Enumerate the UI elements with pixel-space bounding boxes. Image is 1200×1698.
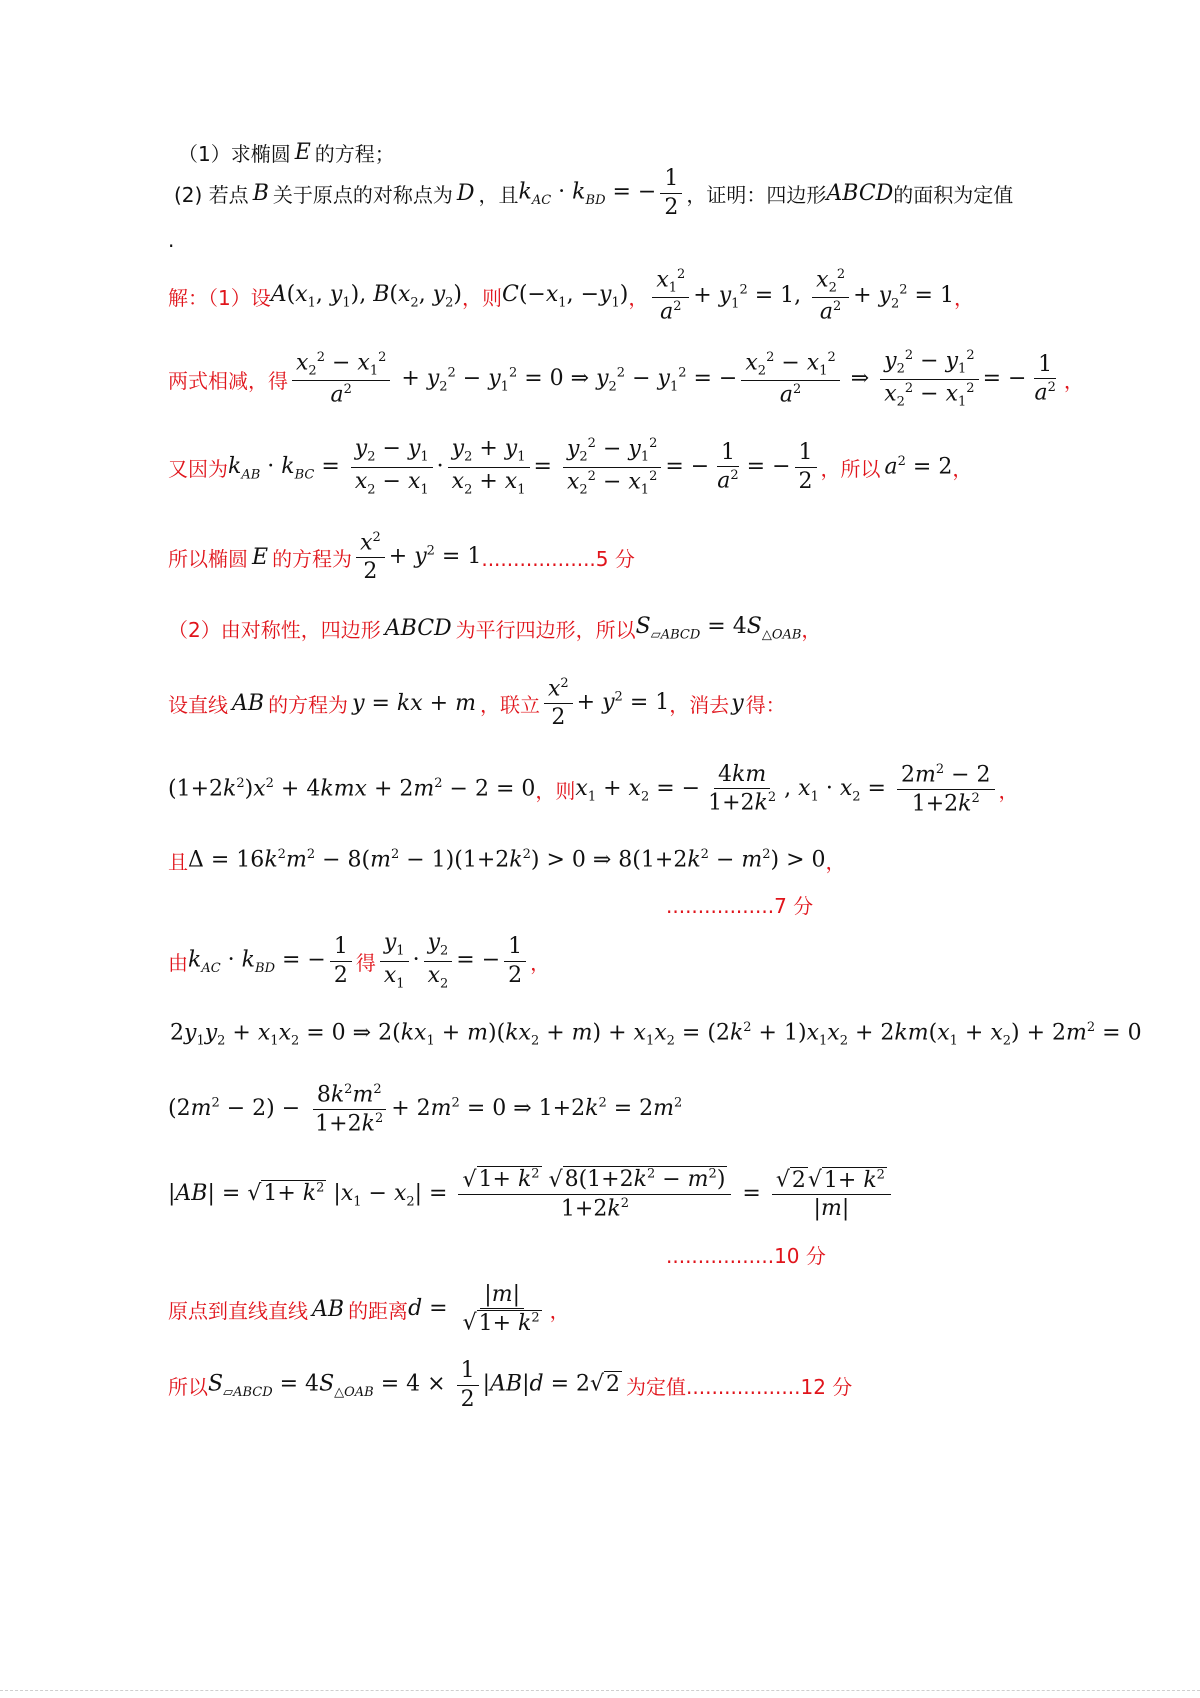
q1-tail: 的方程； [314,142,395,166]
part2-quadratic: $(1+2k^2)x^2 + 4kmx + 2m^2 - 2 = 0$ ，则 $x_1 + x_2$ = − $\frac{4km}{1+2k^2}$ , $x_1 \cdot x_2$ = $\frac{2m^2 - 2}{1+2k^2}$ ， [168,762,1019,816]
score-5: ..................5 分 [481,546,635,571]
q1-var-E: E [294,140,311,165]
solution-line-1: 解：（1）设 $A(x_1$, $y_1$), $B(x_2$, $y_2$) ，则 $C(-x_1$, $-y_1$) ， $\frac{x_1^2}{a^2}$ + $y_1^2 = 1$, $\frac{x_2^2}{a^2}$ + $y_2^2 = 1$ ， [168,267,974,325]
solution-line-4: 所以椭圆 E 的方程为 $\frac{x^2}{2}$ + $y^2 = 1$ ..................5 分 [168,530,635,584]
score-7: .................7 分 [666,894,814,918]
sol-a-squared: $a^2 = 2$ [884,454,953,480]
part2-chord-length: $|AB| = √1+ k^2$ $|x_1 - x_2|$ = $\frac{√1+ k^2 √8(1+2k^2 - m^2)}{1+2k^2}$ = $\frac{√2√1+ k^2}{|m|}$ [168,1162,895,1226]
part2-slope-cond: 由 $k_{AC} \cdot k_{BD}$ = − $\frac{1}{2}$ 得 $\frac{y_1}{x_1}$ · $\frac{y_2}{x_2}$ = − $\frac{1}{2}$ ， [168,930,551,991]
q2-trailing-dot: . [168,228,175,252]
sol-points-AB: $A(x_1$, $y_1$), $B(x_2$, $y_2$) [270,281,462,311]
sol-ellipse-final: $\frac{x^2}{2}$ + $y^2 = 1$ [352,531,481,583]
part2-expansion: $2y_1y_2 + x_1x_2 = 0$ ⇒ $2(kx_1 + m)(kx_2 + m) + x_1x_2 = (2k^2 + 1)x_1x_2 + 2km(x_1 + x_2) + 2m^2 = 0$ [170,1019,1142,1049]
q2-text-e: 的面积为定值 [893,182,1014,207]
q2-text-b: 关于原点的对称点为 [272,182,453,207]
question-1 [178,138,395,167]
sol-point-C: $C(-x_1$, $-y_1$) [502,281,629,311]
discriminant-eq: $\Delta = 16k^2m^2 - 8(m^2 - 1)(1+2k^2) > 0$ ⇒ $8(1+2k^2 - m^2) > 0$ [188,847,826,873]
question-2 [174,166,1013,220]
solution-line-2: 两式相减，得 $\frac{x_2^2 - x_1^2}{a^2}$ + $y_2^2 - y_1^2 = 0$ ⇒ $y_2^2 - y_1^2$ = − $\frac{x_2^2 - x_1^2}{a^2}$ ⇒ $\frac{y_2^2 - y_1^2}{x_2^2 - x_1^2}$ = − $\frac{1}{a^2}$ ， [168,348,1084,410]
solution-line-3: 又因为 $k_{AB} \cdot k_{BC}$ = $\frac{y_2 - y_1}{x_2 - x_1}$ · $\frac{y_2 + y_1}{x_2 + x_1}$ = $\frac{y_2^2 - y_1^2}{x_2^2 - x_1^2}$ = − $\frac{1}{a^2}$ = − $\frac{1}{2}$ ，所以 $a^2 = 2$ ， [168,436,973,498]
part2-line-1: （2）由对称性，四边形 ABCD 为平行四边形，所以 $S_{▱ABCD} = 4S_{\triangle OAB}$ ， [168,613,822,643]
area-relation: $S_{▱ABCD} = 4S_{\triangle OAB}$ [635,613,802,643]
q2-slope-condition: $k_{AC} \cdot k_{BD}$ = − $\frac{1}{2}$ [519,167,687,218]
quadratic-eq: $(1+2k^2)x^2 + 4kmx + 2m^2 - 2 = 0$ [168,776,536,802]
page-bottom-divider [0,1690,1200,1691]
q2-var-ABCD: ABCD [826,180,894,206]
q2-text-c: ，且 [478,182,519,207]
sol-ellipse-eq: $\frac{x_1^2}{a^2}$ + $y_1^2 = 1$, $\frac{x_2^2}{a^2}$ + $y_2^2 = 1$ [648,268,954,324]
q2-text-d: ，证明：四边形 [686,182,827,207]
score-10: .................10 分 [666,1244,826,1268]
vieta-eq: $x_1 + x_2$ = − $\frac{4km}{1+2k^2}$ , $x_1 \cdot x_2$ = $\frac{2m^2 - 2}{1+2k^2}$ [575,763,998,815]
part2-discriminant: 且 $\Delta = 16k^2m^2 - 8(m^2 - 1)(1+2k^2) > 0$ ⇒ $8(1+2k^2 - m^2) > 0$ ， [168,847,846,874]
q2-text-a: (2) 若点 [174,182,249,207]
score-12: ..................12 分 [686,1374,853,1399]
q1-text: （1）求椭圆 [178,142,291,166]
q2-var-D: D [456,180,475,206]
part2-simplify: $(2m^2 - 2)$ − $\frac{8k^2m^2}{1+2k^2}$ + $2m^2 = 0$ ⇒ $1+2k^2 = 2m^2$ [168,1082,683,1136]
part2-line-2: 设直线 AB 的方程为 y = kx + m ， 联立 $\frac{x^2}{2}$ + $y^2 = 1$ ，消去 y 得： [168,676,786,730]
part2-final: 所以 $S_{▱ABCD} = 4S_{\triangle OAB} = 4$ × $\frac{1}{2}$ |AB|d = 2√2 为定值 ..................12 分 [168,1358,853,1412]
line-AB-eq: y = kx + m [352,690,476,716]
q2-var-B: B [252,180,269,206]
sol-subtract-eq: $\frac{x_2^2 - x_1^2}{a^2}$ + $y_2^2 - y_1^2 = 0$ ⇒ $y_2^2 - y_1^2$ = − $\frac{x_2^2 - x_1^2}{a^2}$ ⇒ $\frac{y_2^2 - y_1^2}{x_2^2 - x_1^2}$ = − $\frac{1}{a^2}$ [288,349,1064,409]
sol-label: 解：（1）设 [168,285,271,310]
sol-slope-product: $k_{AB} \cdot k_{BC}$ = $\frac{y_2 - y_1}{x_2 - x_1}$ · $\frac{y_2 + y_1}{x_2 + x_1}$ = $\frac{y_2^2 - y_1^2}{x_2^2 - x_1^2}$ = − $\frac{1}{a^2}$ = − $\frac{1}{2}$ [228,437,821,497]
part2-distance: 原点到直线直线 AB 的距离 d = $\frac{|m|}{√1+ k^2}$ ， [168,1282,570,1336]
